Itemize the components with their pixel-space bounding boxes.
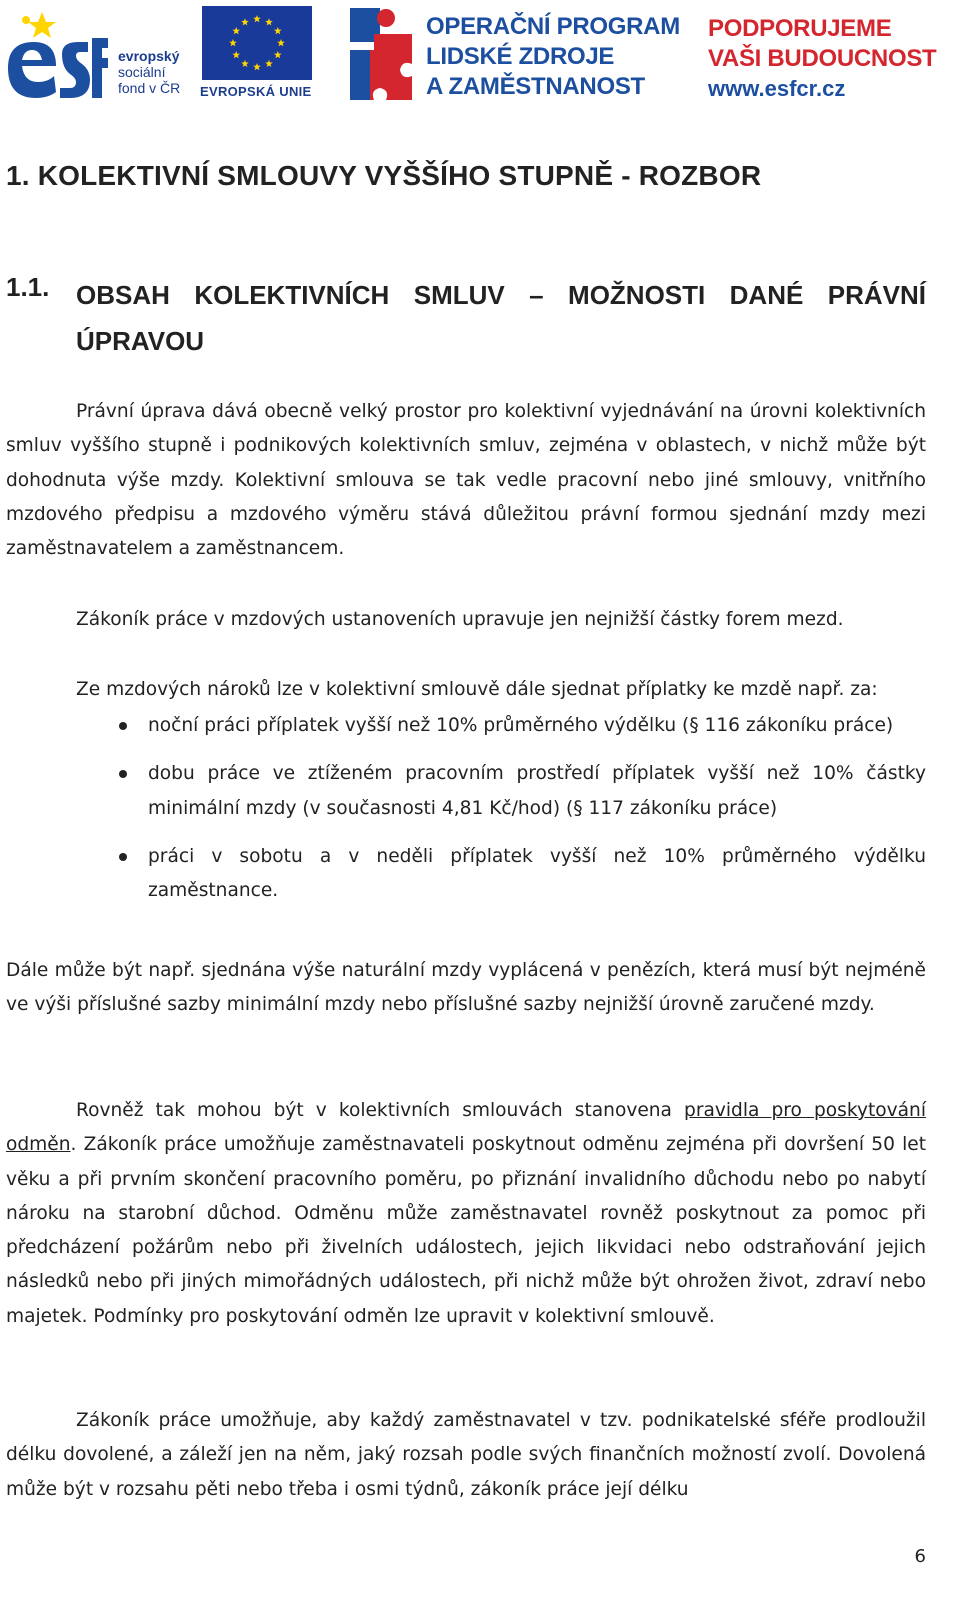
list-item: dobu práce ve ztíženém pracovním prostředí příplatek vyšší než 10% částky minimální mzdy (v současnosti 4,81 Kč/hod) (§ 117 zákoníku práce): [0, 757, 926, 826]
paragraph-3: Ze mzdových nároků lze v kolektivní smlouvě dále sjednat příplatky ke mzdě např. za:: [76, 679, 878, 700]
paragraph-2: Zákoník práce v mzdových ustanoveních upravuje jen nejnižší částky forem mezd.: [76, 609, 844, 630]
bullet-icon: [119, 722, 127, 730]
paragraph-5: Rovněž tak mohou být v kolektivních smlouvách stanovena pravidla pro poskytování odměn. Zákoník práce umožňuje zaměstnavateli poskytnout odměnu zejména při dovršení 50 let věku a při prvním skončení pracovního poměru, po přiznání invalidního důchodu nebo po nabytí nároku na starobní důchod. Odměnu může zaměstnavatel rovněž poskytnout za pomoc při předcházení požárům nebo při živelních událostech, jejich likvidaci nebo odstraňování jejich následků nebo při jiných mimořádných událostech, při nichž může být ohrožen život, zdraví nebo majetek. Podmínky pro poskytování odměn lze upravit v kolektivní smlouvě.: [6, 1100, 926, 1327]
paragraph-4: Dále může být např. sjednána výše naturální mzdy vyplácená v penězích, která musí být nejméně ve výši příslušné sazby minimální mzdy nebo příslušné sazby nejnižší úrovně zaručené mzdy.: [6, 960, 926, 1016]
heading-2: OBSAH KOLEKTIVNÍCH SMLUV – MOŽNOSTI DANÉ PRÁVNÍ ÚPRAVOU: [76, 280, 926, 356]
eu-caption: EVROPSKÁ UNIE: [200, 84, 312, 99]
bullet-icon: [119, 770, 127, 778]
rewards-rules-emphasis: pravidla pro poskytování odměn: [6, 1100, 926, 1156]
page-number: 6: [914, 1546, 926, 1567]
esf-caption: evropský sociální fond v ČR: [118, 48, 181, 96]
bullet-icon: [119, 853, 127, 861]
header-logos: [0, 0, 960, 110]
allowance-list: [0, 709, 926, 922]
heading-2-number: 1.1.: [6, 272, 50, 302]
list-item: noční práci příplatek vyšší než 10% průměrného výdělku (§ 116 zákoníku práce): [0, 709, 926, 743]
support-url: www.esfcr.cz: [708, 76, 846, 101]
list-item: práci v sobotu a v neděli příplatek vyšší než 10% průměrného výdělku zaměstnance.: [0, 840, 926, 909]
paragraph-6: Zákoník práce umožňuje, aby každý zaměstnavatel v tzv. podnikatelské sféře prodloužil délku dovolené, a záleží jen na něm, jaký rozsah podle svých finančních možností zvolí. Dovolená může být v rozsahu pěti nebo třeba i osmi týdnů, zákoník práce její délku: [6, 1410, 926, 1500]
paragraph-1: Právní úprava dává obecně velký prostor pro kolektivní vyjednávání na úrovni kolektivních smluv vyššího stupně i podnikových kolektivních smluv, zejména v oblastech, v nichž může být dohodnuta výše mzdy. Kolektivní smlouva se tak vedle pracovní nebo jiné smlouvy, vnitřního mzdového předpisu a mzdového výměru stává důležitou právní formou sjednání mzdy mezi zaměstnavatelem a zaměstnancem.: [6, 401, 926, 560]
op-puzzle-icon: [346, 4, 422, 102]
eu-flag-icon: [202, 6, 312, 80]
op-program-title: OPERAČNÍ PROGRAM LIDSKÉ ZDROJE A ZAMĚSTNANOST: [426, 13, 680, 100]
heading-1: 1. KOLEKTIVNÍ SMLOUVY VYŠŠÍHO STUPNĚ - ROZBOR: [6, 160, 762, 191]
support-slogan: PODPORUJEME VAŠI BUDOUCNOST: [708, 15, 937, 72]
esf-logo-icon: [4, 8, 112, 100]
